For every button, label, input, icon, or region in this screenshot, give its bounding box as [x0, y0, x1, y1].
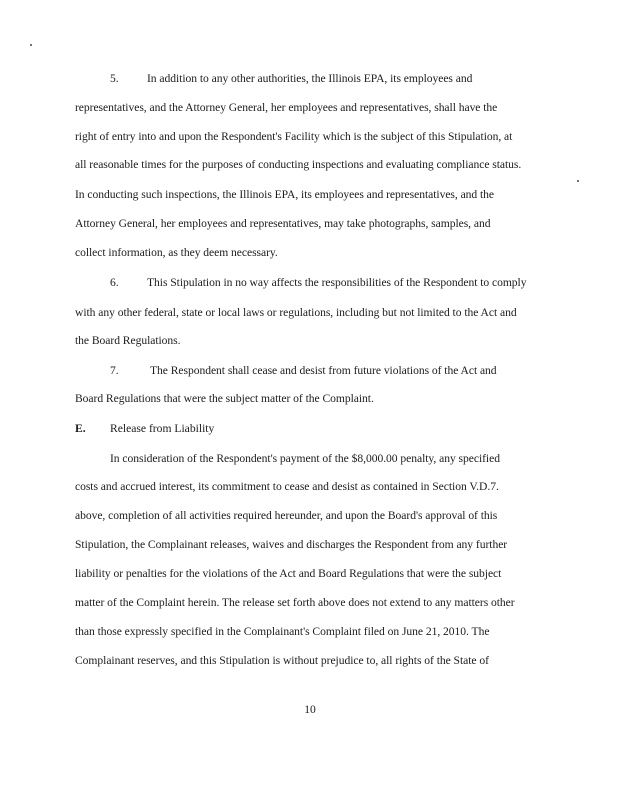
paragraph-5-number: 5.	[110, 72, 119, 85]
section-e-line: than those expressly specified in the Complainant's Complaint filed on June 21, 2010. The	[75, 625, 490, 638]
paragraph-6-first-line: This Stipulation in no way affects the responsibilities of the Respondent to comply	[147, 276, 527, 289]
paragraph-6-number: 6.	[110, 276, 119, 289]
section-e-line: above, completion of all activities required hereunder, and upon the Board's approval of this	[75, 509, 498, 522]
paragraph-7-line: Board Regulations that were the subject matter of the Complaint.	[75, 392, 374, 405]
scan-speck	[30, 44, 32, 46]
paragraph-5-first-line: In addition to any other authorities, the Illinois EPA, its employees and	[147, 72, 473, 85]
page-number: 10	[304, 703, 316, 716]
section-e-letter: E.	[75, 422, 86, 435]
paragraph-7-first-line: The Respondent shall cease and desist from future violations of the Act and	[150, 364, 497, 377]
section-e-line: Stipulation, the Complainant releases, waives and discharges the Respondent from any further	[75, 538, 508, 551]
section-e-line: matter of the Complaint herein. The release set forth above does not extend to any matters other	[75, 596, 515, 609]
paragraph-5-line: Attorney General, her employees and representatives, may take photographs, samples, and	[75, 217, 491, 230]
paragraph-6-line: with any other federal, state or local laws or regulations, including but not limited to the Act and	[75, 306, 517, 319]
section-e-title: Release from Liability	[110, 422, 215, 435]
paragraph-6-line: the Board Regulations.	[75, 334, 181, 347]
section-e-line: Complainant reserves, and this Stipulation is without prejudice to, all rights of the State of	[75, 654, 489, 667]
paragraph-5-line: all reasonable times for the purposes of conducting inspections and evaluating compliance status.	[75, 158, 522, 171]
paragraph-5-line: collect information, as they deem necessary.	[75, 246, 278, 259]
section-e-line: costs and accrued interest, its commitment to cease and desist as contained in Section V.D.7.	[75, 480, 499, 493]
scan-speck	[577, 180, 579, 182]
paragraph-5-line: right of entry into and upon the Respondent's Facility which is the subject of this Stipulation, at	[75, 130, 513, 143]
section-e-line: liability or penalties for the violations of the Act and Board Regulations that were the subject	[75, 567, 502, 580]
paragraph-5-line: In conducting such inspections, the Illinois EPA, its employees and representatives, and the	[75, 188, 495, 201]
paragraph-5-line: representatives, and the Attorney General, her employees and representatives, shall have the	[75, 101, 498, 114]
paragraph-7-number: 7.	[110, 364, 119, 377]
section-e-first-line: In consideration of the Respondent's payment of the $8,000.00 penalty, any specified	[110, 452, 500, 465]
